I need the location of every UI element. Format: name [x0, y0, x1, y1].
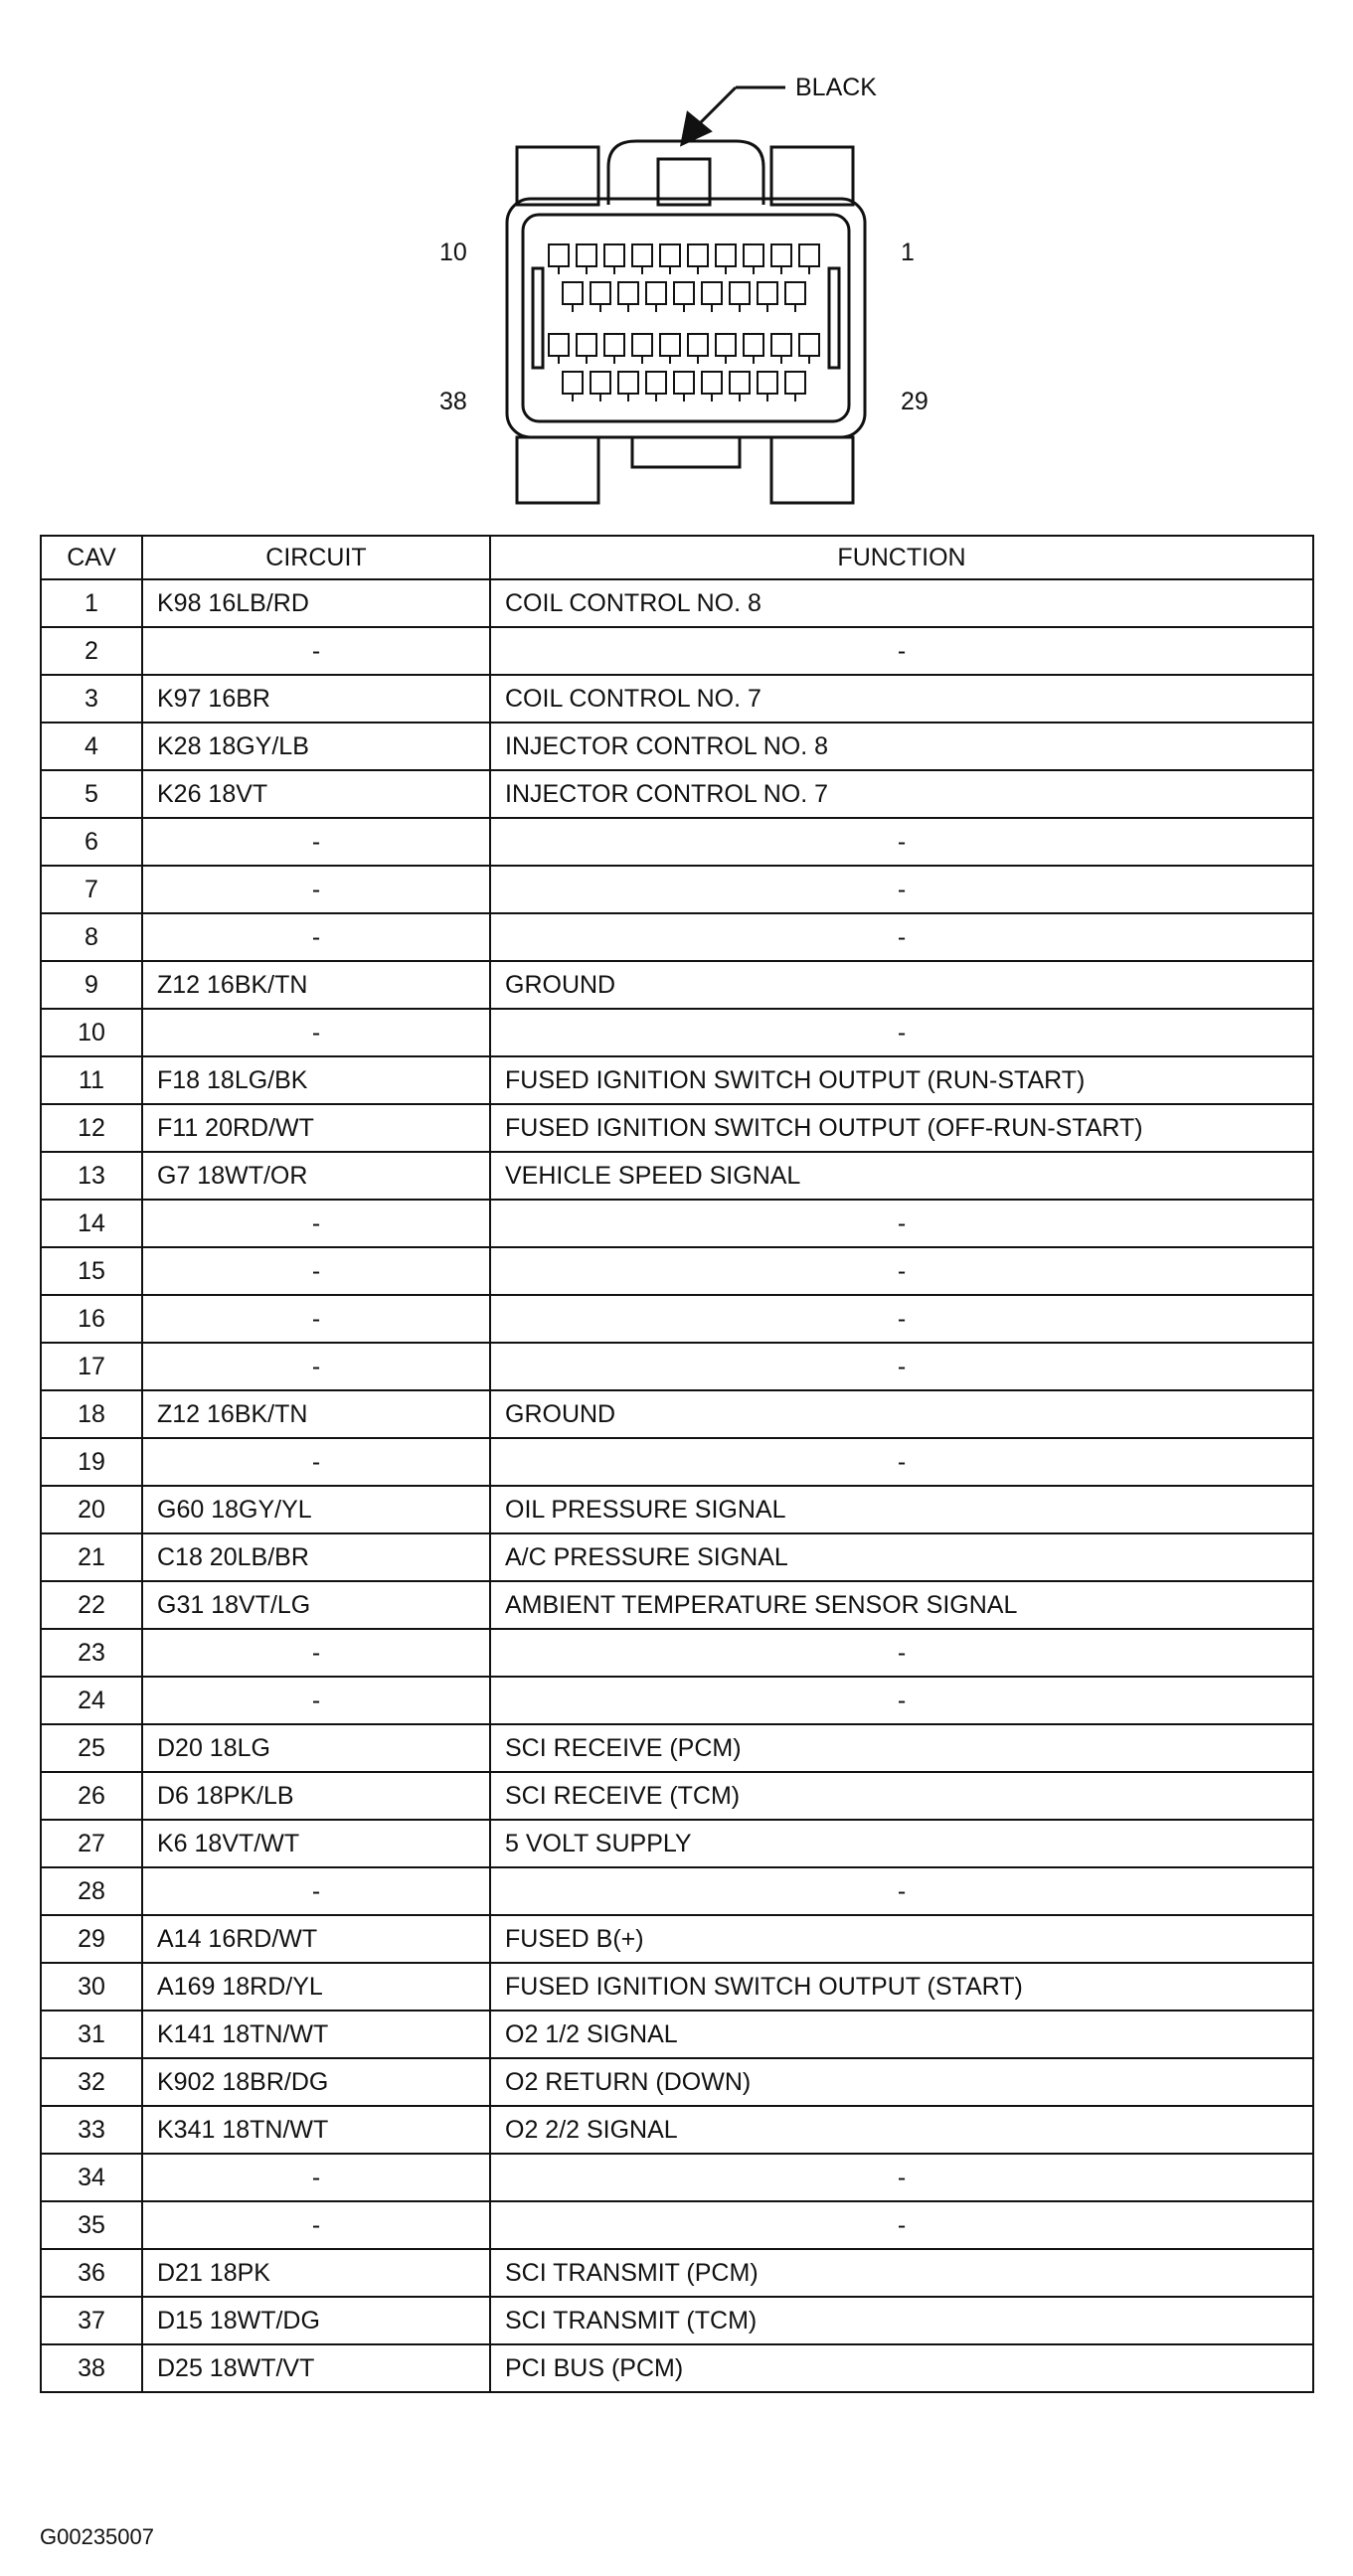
cav-cell: 32 [41, 2058, 142, 2106]
cav-cell: 11 [41, 1056, 142, 1104]
cavity [577, 334, 596, 356]
cav-cell: 6 [41, 818, 142, 866]
function-cell: - [490, 1677, 1313, 1724]
cavity [660, 244, 680, 266]
cav-cell: 27 [41, 1820, 142, 1867]
side-rib-right [829, 268, 839, 368]
table-row [41, 2011, 1313, 2058]
cav-cell: 14 [41, 1200, 142, 1247]
header-function: FUNCTION [490, 536, 1313, 579]
cavity [632, 334, 652, 356]
circuit-cell: - [142, 1677, 490, 1724]
table-row [41, 2344, 1313, 2392]
table-row [41, 723, 1313, 770]
circuit-cell: C18 20LB/BR [142, 1533, 490, 1581]
cav-cell: 9 [41, 961, 142, 1009]
table-row [41, 961, 1313, 1009]
function-cell: O2 RETURN (DOWN) [490, 2058, 1313, 2106]
cavity [646, 282, 666, 304]
circuit-cell: K141 18TN/WT [142, 2011, 490, 2058]
circuit-cell: K902 18BR/DG [142, 2058, 490, 2106]
cavity [716, 244, 736, 266]
function-cell: FUSED IGNITION SWITCH OUTPUT (START) [490, 1963, 1313, 2011]
function-cell: - [490, 1295, 1313, 1343]
function-cell: FUSED IGNITION SWITCH OUTPUT (OFF-RUN-START) [490, 1104, 1313, 1152]
cavity [549, 244, 569, 266]
function-cell: GROUND [490, 1390, 1313, 1438]
cavity [771, 334, 791, 356]
table-row [41, 1343, 1313, 1390]
function-cell: SCI TRANSMIT (TCM) [490, 2297, 1313, 2344]
circuit-cell: K97 16BR [142, 675, 490, 723]
circuit-cell: F11 20RD/WT [142, 1104, 490, 1152]
circuit-cell: D15 18WT/DG [142, 2297, 490, 2344]
cavity [688, 334, 708, 356]
header-circuit: CIRCUIT [142, 536, 490, 579]
table-row [41, 770, 1313, 818]
cavity [688, 244, 708, 266]
circuit-cell: - [142, 2201, 490, 2249]
table-row [41, 1581, 1313, 1629]
cavity [646, 372, 666, 394]
circuit-cell: K28 18GY/LB [142, 723, 490, 770]
table-row [41, 1867, 1313, 1915]
circuit-cell: G31 18VT/LG [142, 1581, 490, 1629]
circuit-cell: - [142, 1009, 490, 1056]
circuit-cell: - [142, 913, 490, 961]
cavity [730, 372, 750, 394]
circuit-cell: G7 18WT/OR [142, 1152, 490, 1200]
cav-cell: 24 [41, 1677, 142, 1724]
table-row [41, 1629, 1313, 1677]
function-cell: COIL CONTROL NO. 8 [490, 579, 1313, 627]
latch-tab-bottom-right [771, 437, 853, 503]
cavity [771, 244, 791, 266]
circuit-cell: D6 18PK/LB [142, 1772, 490, 1820]
circuit-cell: - [142, 1295, 490, 1343]
circuit-cell: K98 16LB/RD [142, 579, 490, 627]
function-cell: O2 2/2 SIGNAL [490, 2106, 1313, 2154]
cav-cell: 21 [41, 1533, 142, 1581]
table-row [41, 1963, 1313, 2011]
circuit-cell: D20 18LG [142, 1724, 490, 1772]
circuit-cell: D21 18PK [142, 2249, 490, 2297]
function-cell: GROUND [490, 961, 1313, 1009]
table-row [41, 1438, 1313, 1486]
circuit-cell: A169 18RD/YL [142, 1963, 490, 2011]
center-lock [608, 141, 763, 205]
cav-cell: 30 [41, 1963, 142, 2011]
cav-cell: 1 [41, 579, 142, 627]
cav-cell: 5 [41, 770, 142, 818]
cavity [674, 372, 694, 394]
cav-cell: 33 [41, 2106, 142, 2154]
circuit-cell: - [142, 2154, 490, 2201]
cavity [549, 334, 569, 356]
function-cell: A/C PRESSURE SIGNAL [490, 1533, 1313, 1581]
circuit-cell: K341 18TN/WT [142, 2106, 490, 2154]
function-cell: - [490, 1343, 1313, 1390]
cavity [744, 244, 763, 266]
cav-cell: 28 [41, 1867, 142, 1915]
function-cell: VEHICLE SPEED SIGNAL [490, 1152, 1313, 1200]
pin-label-bottom-right: 29 [901, 388, 929, 415]
cavity [744, 334, 763, 356]
circuit-cell: - [142, 818, 490, 866]
circuit-cell: - [142, 1343, 490, 1390]
function-cell: O2 1/2 SIGNAL [490, 2011, 1313, 2058]
table-row [41, 1772, 1313, 1820]
function-cell: PCI BUS (PCM) [490, 2344, 1313, 2392]
function-cell: SCI RECEIVE (PCM) [490, 1724, 1313, 1772]
function-cell: - [490, 1009, 1313, 1056]
table-row [41, 1056, 1313, 1104]
connector-diagram [0, 0, 1353, 537]
bottom-key [632, 437, 740, 467]
table-row [41, 1104, 1313, 1152]
cavity [660, 334, 680, 356]
table-row [41, 818, 1313, 866]
cavity [716, 334, 736, 356]
cavity [758, 282, 777, 304]
cav-cell: 3 [41, 675, 142, 723]
black-callout-arrow [682, 87, 785, 144]
cav-cell: 34 [41, 2154, 142, 2201]
header-cav: CAV [41, 536, 142, 579]
circuit-cell: K6 18VT/WT [142, 1820, 490, 1867]
table-row [41, 2201, 1313, 2249]
function-cell: - [490, 2154, 1313, 2201]
function-cell: INJECTOR CONTROL NO. 7 [490, 770, 1313, 818]
function-cell: COIL CONTROL NO. 7 [490, 675, 1313, 723]
pin-label-bottom-left: 38 [439, 388, 467, 415]
cav-cell: 38 [41, 2344, 142, 2392]
table-row [41, 1390, 1313, 1438]
table-row [41, 1247, 1313, 1295]
function-cell: - [490, 1438, 1313, 1486]
circuit-cell: - [142, 1867, 490, 1915]
pinout-body [41, 579, 1313, 2392]
cavity [604, 334, 624, 356]
cav-cell: 26 [41, 1772, 142, 1820]
circuit-cell: Z12 16BK/TN [142, 1390, 490, 1438]
pinout-table [40, 535, 1314, 2393]
function-cell: OIL PRESSURE SIGNAL [490, 1486, 1313, 1533]
table-row [41, 579, 1313, 627]
cav-cell: 16 [41, 1295, 142, 1343]
cav-cell: 15 [41, 1247, 142, 1295]
function-cell: - [490, 1247, 1313, 1295]
circuit-cell: F18 18LG/BK [142, 1056, 490, 1104]
connector-housing [507, 199, 865, 437]
table-row [41, 1533, 1313, 1581]
cav-cell: 18 [41, 1390, 142, 1438]
circuit-cell: G60 18GY/YL [142, 1486, 490, 1533]
function-cell: FUSED B(+) [490, 1915, 1313, 1963]
cavity [674, 282, 694, 304]
cavity [702, 372, 722, 394]
function-cell: - [490, 2201, 1313, 2249]
table-row [41, 1677, 1313, 1724]
table-row [41, 2249, 1313, 2297]
function-cell: INJECTOR CONTROL NO. 8 [490, 723, 1313, 770]
table-row [41, 2106, 1313, 2154]
cav-cell: 29 [41, 1915, 142, 1963]
cav-cell: 17 [41, 1343, 142, 1390]
latch-tab-top-left [517, 147, 598, 205]
cav-cell: 19 [41, 1438, 142, 1486]
cav-cell: 37 [41, 2297, 142, 2344]
table-row [41, 1295, 1313, 1343]
table-row [41, 1486, 1313, 1533]
cav-cell: 23 [41, 1629, 142, 1677]
pin-label-top-left: 10 [439, 239, 467, 266]
function-cell: - [490, 818, 1313, 866]
function-cell: - [490, 627, 1313, 675]
function-cell: - [490, 1200, 1313, 1247]
function-cell: - [490, 1867, 1313, 1915]
cav-cell: 4 [41, 723, 142, 770]
cavity [618, 282, 638, 304]
table-row [41, 1915, 1313, 1963]
table-row [41, 2297, 1313, 2344]
cavity [563, 372, 583, 394]
cav-cell: 13 [41, 1152, 142, 1200]
circuit-cell: Z12 16BK/TN [142, 961, 490, 1009]
cavity-grid [549, 244, 819, 402]
cavity [618, 372, 638, 394]
function-cell: - [490, 1629, 1313, 1677]
cavity [799, 334, 819, 356]
latch-tab-top-right [771, 147, 853, 205]
circuit-cell: K26 18VT [142, 770, 490, 818]
latch-tab-bottom-left [517, 437, 598, 503]
connector-face [507, 141, 865, 503]
function-cell: 5 VOLT SUPPLY [490, 1820, 1313, 1867]
table-row [41, 2058, 1313, 2106]
cavity [785, 282, 805, 304]
table-row [41, 2154, 1313, 2201]
cav-cell: 36 [41, 2249, 142, 2297]
cavity [758, 372, 777, 394]
cavity [730, 282, 750, 304]
table-row [41, 1152, 1313, 1200]
cavity [604, 244, 624, 266]
table-row [41, 866, 1313, 913]
circuit-cell: D25 18WT/VT [142, 2344, 490, 2392]
table-row [41, 1820, 1313, 1867]
cav-cell: 20 [41, 1486, 142, 1533]
cav-cell: 31 [41, 2011, 142, 2058]
function-cell: FUSED IGNITION SWITCH OUTPUT (RUN-START) [490, 1056, 1313, 1104]
function-cell: - [490, 913, 1313, 961]
cav-cell: 7 [41, 866, 142, 913]
circuit-cell: - [142, 1629, 490, 1677]
circuit-cell: A14 16RD/WT [142, 1915, 490, 1963]
cavity [702, 282, 722, 304]
connector-color-label: BLACK [795, 74, 877, 101]
pin-label-top-right: 1 [901, 239, 915, 266]
cav-cell: 8 [41, 913, 142, 961]
cav-cell: 35 [41, 2201, 142, 2249]
table-row [41, 627, 1313, 675]
table-header-row [41, 536, 1313, 579]
cavity [785, 372, 805, 394]
function-cell: AMBIENT TEMPERATURE SENSOR SIGNAL [490, 1581, 1313, 1629]
function-cell: SCI TRANSMIT (PCM) [490, 2249, 1313, 2297]
cav-cell: 10 [41, 1009, 142, 1056]
circuit-cell: - [142, 1438, 490, 1486]
cavity [799, 244, 819, 266]
table-row [41, 675, 1313, 723]
cavity [563, 282, 583, 304]
cav-cell: 22 [41, 1581, 142, 1629]
table-row [41, 1200, 1313, 1247]
table-row [41, 1009, 1313, 1056]
circuit-cell: - [142, 866, 490, 913]
circuit-cell: - [142, 1200, 490, 1247]
cavity [591, 372, 610, 394]
table-row [41, 913, 1313, 961]
function-cell: - [490, 866, 1313, 913]
cavity [632, 244, 652, 266]
figure-code: G00235007 [40, 2524, 154, 2549]
function-cell: SCI RECEIVE (TCM) [490, 1772, 1313, 1820]
cavity [577, 244, 596, 266]
table-row [41, 1724, 1313, 1772]
cav-cell: 25 [41, 1724, 142, 1772]
circuit-cell: - [142, 1247, 490, 1295]
cavity [591, 282, 610, 304]
side-rib-left [533, 268, 543, 368]
cav-cell: 2 [41, 627, 142, 675]
cav-cell: 12 [41, 1104, 142, 1152]
circuit-cell: - [142, 627, 490, 675]
